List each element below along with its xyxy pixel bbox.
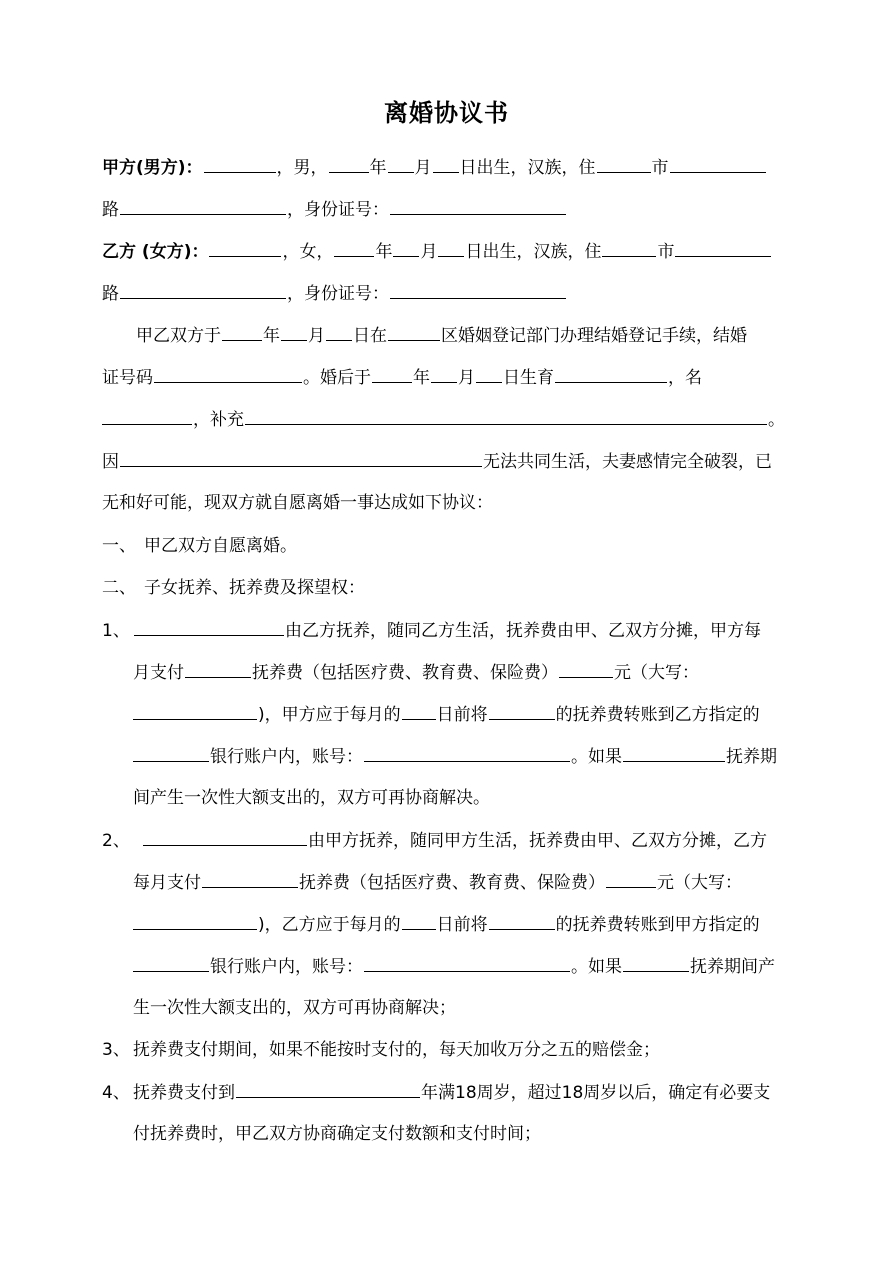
blank-year[interactable]	[329, 154, 369, 173]
blank-year[interactable]	[334, 238, 374, 257]
party-b-label: 乙方 (女方)：	[102, 242, 209, 262]
blank-month[interactable]	[388, 154, 414, 173]
blank-certificate-number[interactable]	[154, 364, 302, 383]
blank-payer[interactable]	[185, 659, 251, 678]
blank-year[interactable]	[222, 322, 262, 341]
blank-child-name[interactable]	[143, 827, 307, 846]
item-2-line-4: 银行账户内，账号： 。如果 抚养期间产	[133, 953, 794, 979]
blank-month[interactable]	[431, 364, 457, 383]
blank-address[interactable]	[675, 238, 771, 257]
intro-line-2: 证号码 。婚后于 年 月 日生育 ，名	[102, 364, 794, 390]
blank-payer[interactable]	[202, 869, 298, 888]
intro-line-5: 无和好可能，现双方就自愿离婚一事达成如下协议：	[102, 493, 493, 513]
intro-line-3: ，补充 。	[102, 406, 794, 432]
document-title: 离婚协议书	[384, 99, 509, 127]
blank-day[interactable]	[438, 238, 464, 257]
blank-month[interactable]	[393, 238, 419, 257]
item-4-line-1: 4、 抚养费支付到 年满18周岁，超过18周岁以后，确定有必要支	[102, 1079, 794, 1105]
item-2-line-1: 2、 由甲方抚养，随同甲方生活，抚养费由甲、乙双方分摊，乙方	[102, 827, 794, 853]
blank-district[interactable]	[388, 322, 440, 341]
blank-reason[interactable]	[120, 448, 482, 467]
blank-child-name[interactable]	[623, 953, 689, 972]
item-2-line-5: 生一次性大额支出的，双方可再协商解决；	[133, 998, 456, 1018]
blank-account-number[interactable]	[364, 743, 570, 762]
blank-day[interactable]	[476, 364, 502, 383]
blank-name[interactable]	[204, 154, 276, 173]
party-a-line-1: 甲方(男方)： ，男， 年 月 日出生，汉族，住 市	[102, 154, 794, 180]
blank-road[interactable]	[120, 280, 286, 299]
blank-child[interactable]	[555, 364, 667, 383]
section-2: 二、 子女抚养、抚养费及探望权：	[102, 578, 365, 598]
blank-account-number[interactable]	[364, 953, 570, 972]
blank-supplement[interactable]	[245, 406, 767, 425]
blank-child-name[interactable]	[236, 1079, 420, 1098]
blank-amount-words[interactable]	[133, 701, 257, 720]
blank-month-period[interactable]	[489, 911, 555, 930]
blank-amount-words[interactable]	[133, 911, 257, 930]
blank-child-name[interactable]	[134, 617, 284, 636]
party-b-line-2: 路 ，身份证号：	[102, 280, 794, 306]
blank-day[interactable]	[402, 911, 436, 930]
intro-line-1: 甲乙双方于 年 月 日在 区婚姻登记部门办理结婚登记手续，结婚	[136, 322, 794, 348]
item-1-line-5: 间产生一次性大额支出的，双方可再协商解决。	[133, 788, 490, 808]
blank-city[interactable]	[597, 154, 651, 173]
item-1-line-2: 月支付 抚养费（包括医疗费、教育费、保险费） 元（大写：	[133, 659, 794, 685]
blank-amount[interactable]	[559, 659, 613, 678]
item-2-line-3: )，乙方应于每月的 日前将 的抚养费转账到甲方指定的	[133, 911, 794, 937]
blank-name[interactable]	[209, 238, 281, 257]
intro-line-4: 因 无法共同生活，夫妻感情完全破裂，已	[102, 448, 794, 474]
blank-amount[interactable]	[606, 869, 656, 888]
party-a-label: 甲方(男方)：	[102, 158, 203, 178]
section-1: 一、 甲乙双方自愿离婚。	[102, 536, 297, 556]
blank-road[interactable]	[120, 196, 286, 215]
blank-id-number[interactable]	[390, 280, 566, 299]
blank-day[interactable]	[402, 701, 436, 720]
blank-day[interactable]	[433, 154, 459, 173]
blank-address[interactable]	[670, 154, 766, 173]
item-1-line-1: 1、 由乙方抚养，随同乙方生活，抚养费由甲、乙双方分摊，甲方每	[102, 617, 794, 643]
blank-month-period[interactable]	[489, 701, 555, 720]
item-4-line-2: 付抚养费时，甲乙双方协商确定支付数额和支付时间；	[133, 1124, 541, 1144]
blank-city[interactable]	[602, 238, 656, 257]
item-2-line-2: 每月支付 抚养费（包括医疗费、教育费、保险费） 元（大写：	[133, 869, 794, 895]
blank-bank[interactable]	[133, 743, 209, 762]
item-3: 3、 抚养费支付期间，如果不能按时支付的，每天加收万分之五的赔偿金；	[102, 1040, 660, 1060]
blank-bank[interactable]	[133, 953, 209, 972]
item-1-line-4: 银行账户内，账号： 。如果 抚养期	[133, 743, 794, 769]
item-1-line-3: )，甲方应于每月的 日前将 的抚养费转账到乙方指定的	[133, 701, 794, 727]
party-b-line-1: 乙方 (女方)： ，女， 年 月 日出生，汉族，住 市	[102, 238, 794, 264]
blank-day[interactable]	[326, 322, 352, 341]
party-a-line-2: 路 ，身份证号：	[102, 196, 794, 222]
blank-year[interactable]	[372, 364, 412, 383]
blank-child-name[interactable]	[623, 743, 725, 762]
blank-id-number[interactable]	[390, 196, 566, 215]
blank-month[interactable]	[281, 322, 307, 341]
blank-child-name[interactable]	[102, 406, 192, 425]
